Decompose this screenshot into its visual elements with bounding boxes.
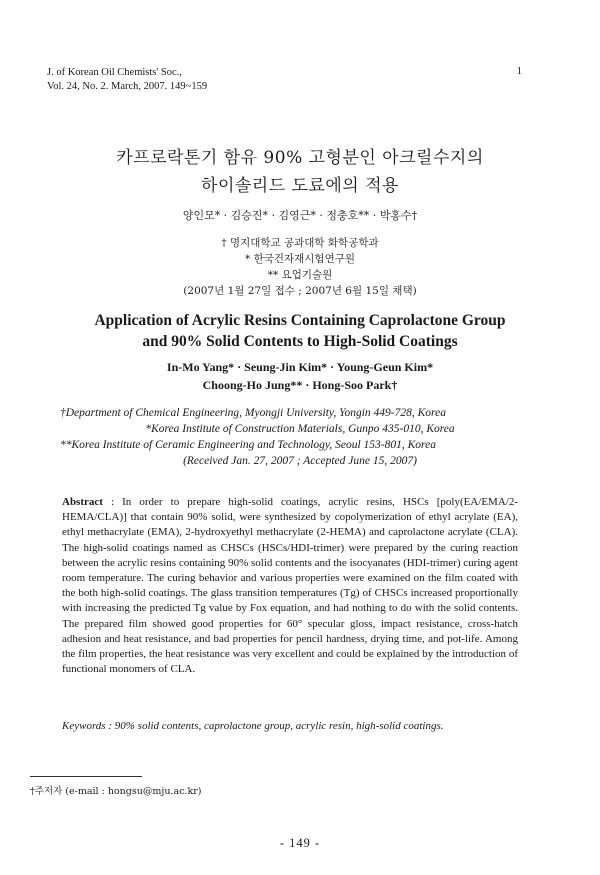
page-number: - 149 - bbox=[279, 836, 321, 850]
korean-affiliation-3: ** 요업기술원 bbox=[267, 269, 333, 281]
korean-dates: (2007년 1월 27일 접수 ; 2007년 6월 15일 채택) bbox=[183, 285, 417, 297]
english-title-line1: Application of Acrylic Resins Containing Caprolactone Group bbox=[94, 312, 506, 329]
english-authors bbox=[0, 358, 600, 394]
journal-citation bbox=[47, 66, 207, 94]
korean-title-line1: 카프로락톤기 함유 90% 고형분인 아크릴수지의 bbox=[116, 148, 484, 168]
english-authors-line2: Choong-Ho Jung** · Hong-Soo Park† bbox=[202, 378, 398, 392]
footnote: †주저자 (e-mail : hongsu@mju.ac.kr) bbox=[30, 786, 202, 797]
korean-title bbox=[0, 144, 600, 200]
english-authors-line1: In-Mo Yang* · Seung-Jin Kim* · Young-Geun Kim* bbox=[166, 360, 434, 374]
korean-affiliation-2: * 한국건자재시험연구원 bbox=[244, 253, 356, 265]
english-affiliation-3: **Korea Institute of Ceramic Engineering and Technology, Seoul 153-801, Korea bbox=[60, 439, 436, 451]
english-affiliation-1: †Department of Chemical Engineering, Myongji University, Yongin 449-728, Korea bbox=[60, 407, 446, 419]
english-affiliation-2: *Korea Institute of Construction Materials, Gunpo 435-010, Korea bbox=[145, 423, 455, 435]
korean-affiliations bbox=[0, 235, 600, 299]
journal-volume: Vol. 24, No. 2. March, 2007. 149~159 bbox=[47, 81, 208, 92]
english-affiliations bbox=[60, 405, 540, 469]
korean-authors: 양인모* · 김승진* · 김영근* · 정충호** · 박홍수† bbox=[182, 209, 418, 222]
abstract bbox=[62, 495, 518, 677]
korean-affiliation-1: † 명지대학교 공과대학 화학공학과 bbox=[221, 237, 379, 249]
footnote-divider bbox=[30, 776, 142, 777]
abstract-text: : In order to prepare high-solid coatings, acrylic resins, HSCs [poly(EA/EMA/2-HEMA/CLA)] that contain 90% solid, were synthesized by copolymerization of ethyl acrylate (EA), ethyl methacrylate (EMA), 2-hydroxyethyl methacrylate (2-HEMA) and caprolactone acrylate (CLA). The high-solid coatings named as CHSCs (HSCs/HDI-trimer) were prepared by the curing reaction between the acrylic resins containing 90% solid contents and the isocyanates (HDI-trimer) curing agent room temperature. The curing behavior and various properties were examined on the film coated with the both high-solid coatings. The glass transition temperatures (Tg) of CHSCs increased proportionally with increasing the predicted Tg value by Fox equation, and had nothing to do with the solid contents. The prepared film showed good properties for 60° specular gloss, impact resistance, cross-hatch adhesion and heat resistance, and bad properties for pencil hardness, drying time, and pot-life. Among the film properties, the heat resistance was very excellent and could be explained by the introduction of functional monomers of CLA. bbox=[62, 496, 518, 676]
korean-title-line2: 하이솔리드 도료에의 적용 bbox=[201, 176, 399, 196]
english-title bbox=[0, 310, 600, 352]
keywords: Keywords : 90% solid contents, caprolactone group, acrylic resin, high-solid coatings. bbox=[62, 720, 444, 732]
english-dates: (Received Jan. 27, 2007 ; Accepted June 15, 2007) bbox=[183, 455, 417, 467]
journal-name: J. of Korean Oil Chemists' Soc., bbox=[47, 67, 182, 78]
abstract-label: Abstract bbox=[62, 496, 103, 508]
page-number-top: 1 bbox=[516, 66, 522, 77]
english-title-line2: and 90% Solid Contents to High-Solid Coatings bbox=[142, 333, 458, 350]
